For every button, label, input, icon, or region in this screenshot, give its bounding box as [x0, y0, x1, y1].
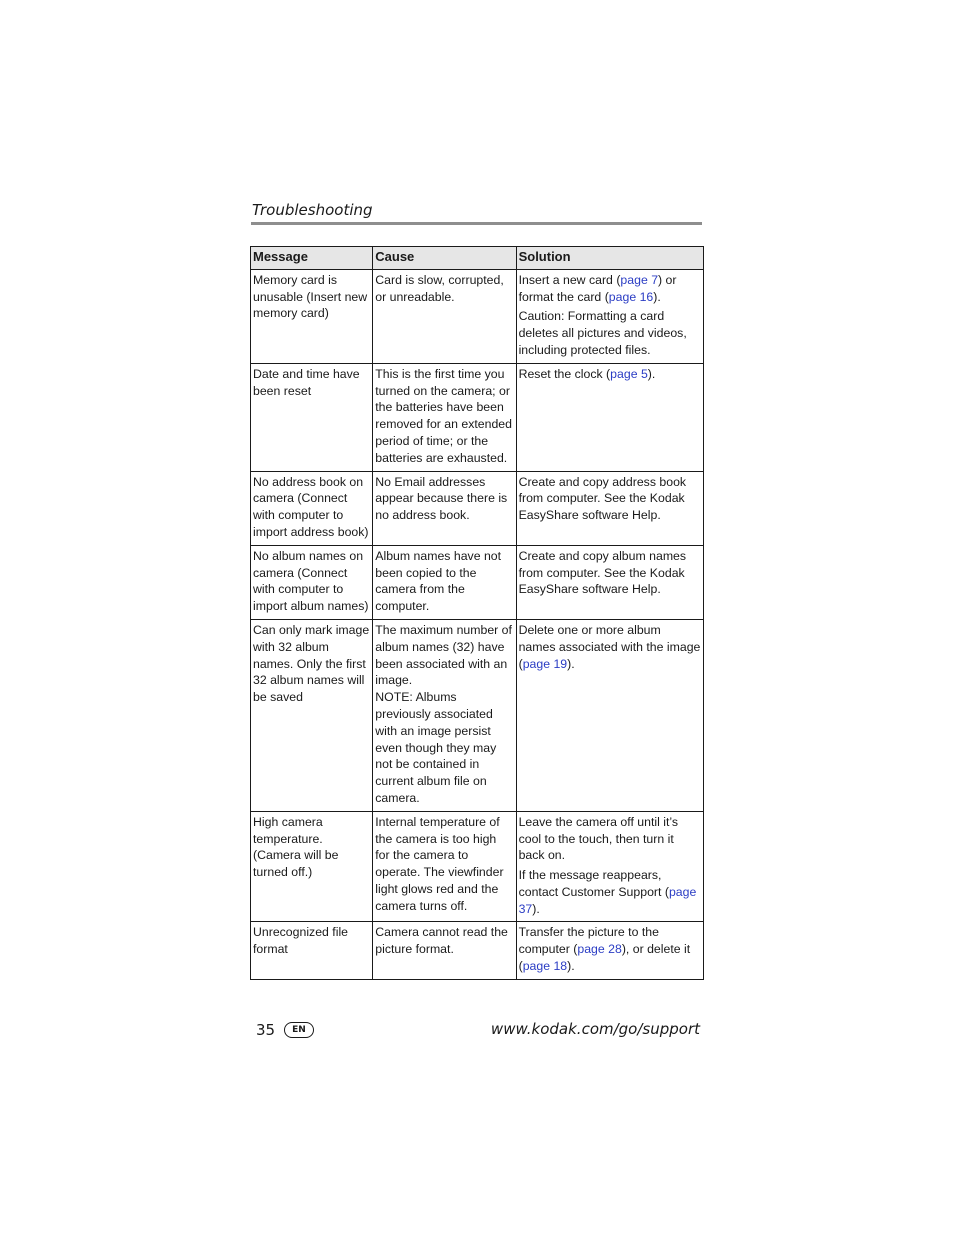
solution-cell: [516, 922, 703, 979]
table-row: [251, 269, 704, 363]
solution-cell: [516, 363, 703, 471]
header-rule: [251, 222, 702, 225]
table-row: [251, 545, 704, 619]
solution-text: Create and copy address book from computer. See the Kodak EasyShare software Help.: [518, 474, 687, 523]
column-header-solution: Solution: [516, 247, 703, 270]
page-reference-link[interactable]: page 7: [620, 272, 659, 287]
solution-cell: [516, 471, 703, 545]
language-badge: EN: [284, 1022, 314, 1038]
cause-cell: This is the first time you turned on the camera; or the batteries have been removed for an extended period of time; or the batteries are exhausted.: [373, 363, 516, 471]
column-header-message: Message: [251, 247, 373, 270]
page-number: 35: [256, 1021, 276, 1039]
table-row: [251, 619, 704, 811]
cause-cell: Internal temperature of the camera is too high for the camera to operate. The viewfinder light glows red and the camera turns off.: [373, 811, 516, 922]
troubleshooting-table: [250, 246, 704, 980]
message-cell: Memory card is unusable (Insert new memory card): [251, 269, 373, 363]
cause-cell: Camera cannot read the picture format.: [373, 922, 516, 979]
page-reference-link[interactable]: page 28: [577, 942, 622, 957]
solution-text: ).: [653, 289, 661, 304]
column-header-cause: Cause: [373, 247, 516, 270]
solution-text: Leave the camera off until it’s cool to the touch, then turn it back on.: [518, 814, 679, 863]
solution-text: ) or format the card (: [518, 272, 677, 304]
message-cell: Unrecognized file format: [251, 922, 373, 979]
cause-cell: No Email addresses appear because there is no address book.: [373, 471, 516, 545]
cause-cell: Card is slow, corrupted, or unreadable.: [373, 269, 516, 363]
message-cell: No album names on camera (Connect with computer to import album names): [251, 545, 373, 619]
solution-paragraph: [519, 924, 701, 974]
table-body: [251, 269, 704, 979]
solution-cell: [516, 619, 703, 811]
solution-paragraph: [519, 474, 701, 524]
solution-text: ).: [567, 959, 575, 974]
solution-text: Insert a new card (: [518, 272, 621, 287]
solution-paragraph: [519, 548, 701, 598]
message-cell: Date and time have been reset: [251, 363, 373, 471]
solution-text: If the message reappears, contact Customer Support (: [518, 868, 669, 899]
table-row: [251, 471, 704, 545]
message-cell: Can only mark image with 32 album names. Only the first 32 album names will be saved: [251, 619, 373, 811]
solution-text: ).: [567, 656, 575, 671]
support-url[interactable]: www.kodak.com/go/support: [490, 1020, 700, 1038]
solution-text: ), or delete it (: [518, 942, 691, 974]
page-reference-link[interactable]: page 16: [608, 289, 654, 304]
cause-cell: Album names have not been copied to the camera from the computer.: [373, 545, 516, 619]
solution-paragraph: [519, 308, 701, 358]
table-row: [251, 363, 704, 471]
table-row: [251, 811, 704, 922]
solution-text: Caution: Formatting a card deletes all pictures and videos, including protected files.: [518, 309, 687, 357]
section-title: Troubleshooting: [252, 201, 373, 219]
solution-paragraph: [519, 622, 701, 672]
solution-cell: [516, 545, 703, 619]
solution-paragraph: [519, 867, 701, 917]
page-reference-link[interactable]: page 5: [610, 366, 648, 381]
solution-text: Create and copy album names from computer. See the Kodak EasyShare software Help.: [518, 548, 687, 597]
solution-text: Transfer the picture to the computer (: [518, 925, 659, 957]
solution-text: Delete one or more album names associated with the image (: [518, 622, 701, 671]
solution-cell: [516, 811, 703, 922]
solution-paragraph: [519, 272, 701, 306]
table-header-row: [251, 247, 704, 270]
solution-text: ).: [532, 901, 540, 916]
solution-text: Reset the clock (: [518, 366, 611, 381]
message-cell: No address book on camera (Connect with computer to import address book): [251, 471, 373, 545]
message-cell: High camera temperature. (Camera will be turned off.): [251, 811, 373, 922]
cause-cell: The maximum number of album names (32) have been associated with an image. NOTE: Albums previously associated with an image persist even though they may not be contained in current album file on camera.: [373, 619, 516, 811]
solution-cell: [516, 269, 703, 363]
solution-text: ).: [647, 366, 656, 381]
page-reference-link[interactable]: page 37: [518, 884, 697, 916]
page-reference-link[interactable]: page 18: [522, 959, 568, 974]
solution-paragraph: [519, 366, 701, 383]
solution-paragraph: [519, 814, 701, 864]
page-reference-link[interactable]: page 19: [522, 656, 568, 671]
table-row: [251, 922, 704, 979]
